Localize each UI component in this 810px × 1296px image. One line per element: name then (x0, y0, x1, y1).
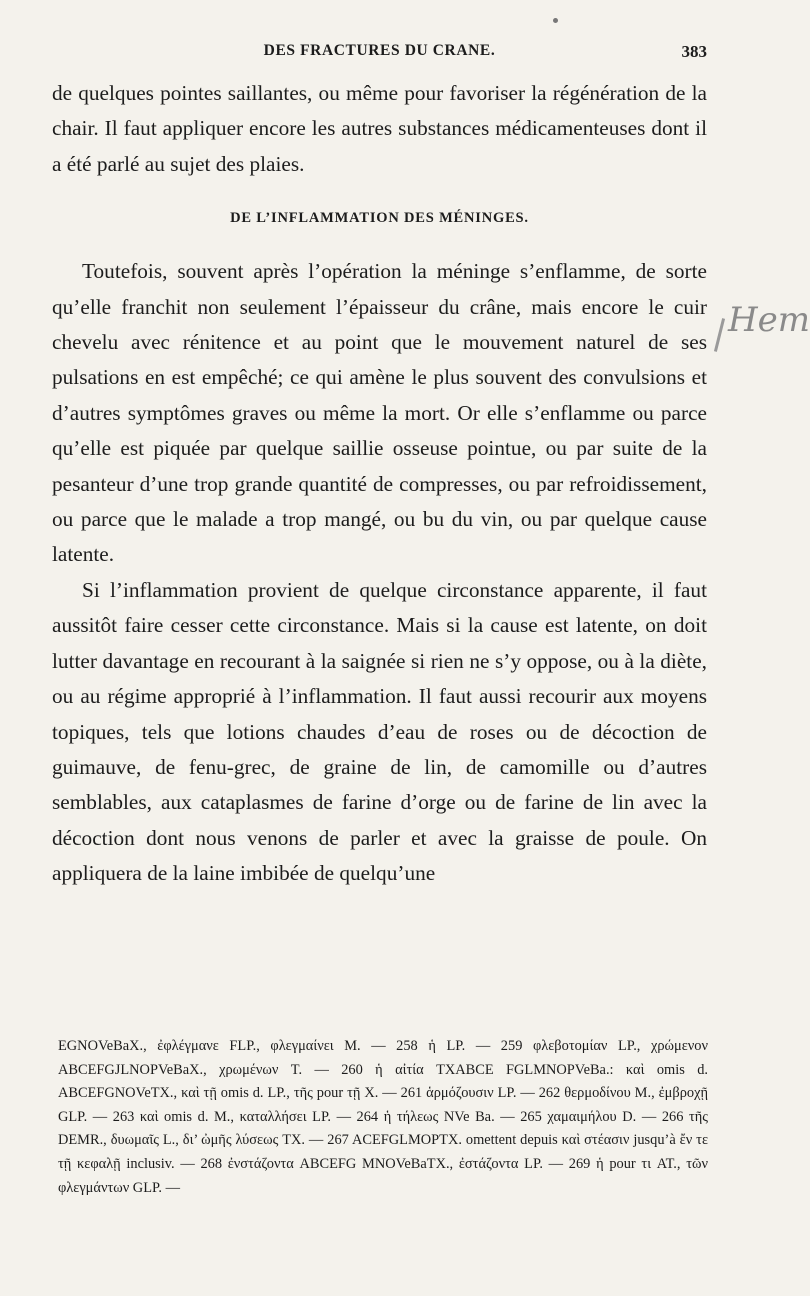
ink-dot (553, 18, 558, 23)
main-text (52, 76, 707, 892)
handwritten-margin-note: Hem (728, 300, 810, 340)
running-header (52, 42, 707, 72)
running-title: DES FRACTURES DU CRANE. (263, 42, 496, 59)
footnote-text: EGNOVeBaX., ἐφλέγμανε FLP., φλεγμαίνει M. — 258 ἡ LP. — 259 φλεβοτομίαν LP., χρώμενον ABCEFGJLNOPVeBaX., χρωμένων T. — 260 ἡ αἰτία TXABCE FGLMNOPVeBa.: καὶ omis d. ABCEFGNOVeTX., καὶ τῇ omis d. LP., τῆς pour τῇ X. — 261 ἁρμόζουσιν LP. — 262 θερμοδίνου M., ἐμβροχῇ GLP. — 263 καὶ omis d. M., καταλλήσει LP. — 264 ἡ τήλεως NVe Ba. — 265 χαμαιμήλου D. — 266 τῆς DEMR., δυωμαῖς L., δι’ ὠμῆς λύσεως TX. — 267 ACEFGLMOPTX. omettent depuis καὶ στέασιν jusqu’à ἔν τε τῇ κεφαλῇ inclusiv. — 268 ἐνστάζοντα ABCEFG MNOVeBaTX., ἐστάζοντα LP. — 269 ἡ pour τι AT., τῶν φλεγμάντων GLP. — (58, 1038, 708, 1196)
section-heading: DE L’INFLAMMATION DES MÉNINGES. (230, 210, 529, 227)
page-number: 383 (681, 42, 707, 61)
paragraph-1: de quelques pointes saillantes, ou même pour favoriser la régénération de la chair. Il faut appliquer encore les autres substances médicamenteuses dont il a été parlé au sujet des plaies. (52, 81, 707, 176)
margin-pencil-mark (714, 318, 725, 352)
paragraph-2: Toutefois, souvent après l’opération la méninge s’enflamme, de sorte qu’elle franchit non seulement l’épaisseur du crâne, mais encore le cuir chevelu avec rénitence et au point que le mouvement naturel de ses pulsations en est empêché; ce qui amène le plus souvent des convulsions et d’autres symptômes graves ou même la mort. Or elle s’enflamme ou parce qu’elle est piquée par quelque saillie osseuse pointue, ou par suite de la pesanteur d’une trop grande quantité de compresses, ou par refroidissement, ou parce que le malade a trop mangé, ou bu du vin, ou par quelque cause latente. (52, 259, 707, 567)
paragraph-3: Si l’inflammation provient de quelque circonstance apparente, il faut aussitôt faire cesser cette circonstance. Mais si la cause est latente, on doit lutter davantage en recourant à la saignée si rien ne s’y oppose, ou à la diète, ou au régime approprié à l’inflammation. Il faut aussi recourir aux moyens topiques, tels que lotions chaudes d’eau de roses ou de décoction de guimauve, de fenu-grec, de graine de lin, de camomille ou d’autres semblables, aux cataplasmes de farine d’orge ou de farine de lin avec la décoction dont nous venons de parler et avec la graisse de poule. On appliquera de la laine imbibée de quelqu’une (52, 577, 707, 886)
critical-apparatus (58, 1035, 708, 1200)
